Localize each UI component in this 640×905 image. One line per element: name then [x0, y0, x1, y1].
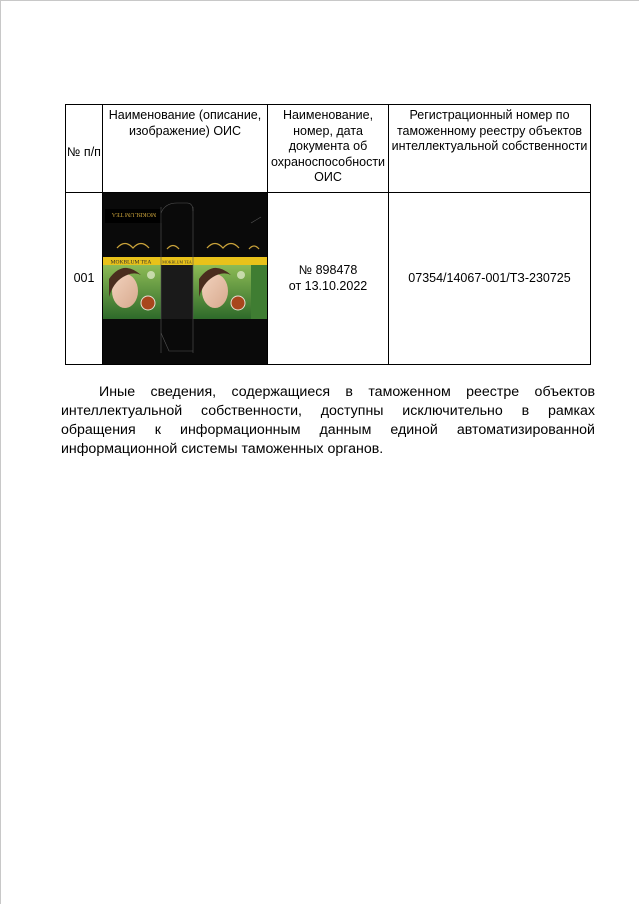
trademark-image-cell	[103, 193, 268, 365]
registry-table	[65, 104, 591, 365]
header-description: Наименование (описание, изображение) ОИС	[103, 105, 268, 193]
header-number: № п/п	[66, 105, 103, 193]
brand-label-front: MOKBLUM TEA	[110, 259, 152, 266]
brand-label-inverted: MOKBLUM TEA	[111, 211, 157, 217]
table-row	[66, 193, 591, 365]
header-registration: Регистрационный номер по таможенному реестру объектов интеллектуальной собственности	[389, 105, 591, 193]
table-header-row	[66, 105, 591, 193]
row-number: 001	[66, 193, 103, 365]
header-document: Наименование, номер, дата документа об охраноспособности ОИС	[268, 105, 389, 193]
document-number: № 898478	[298, 263, 358, 277]
tea-package-image	[103, 193, 267, 364]
document-cell	[268, 193, 389, 365]
info-paragraph: Иные сведения, содержащиеся в таможенном реестре объектов интеллектуальной собственности, доступны исключительно в рамках обращения к информационным данным единой автоматизированной информационной системы таможенных органов.	[61, 384, 595, 457]
registration-number: 07354/14067-001/ТЗ-230725	[389, 193, 591, 365]
brand-label-side: MOKBLUM TEA	[162, 259, 192, 265]
document-date: от 13.10.2022	[288, 278, 368, 293]
